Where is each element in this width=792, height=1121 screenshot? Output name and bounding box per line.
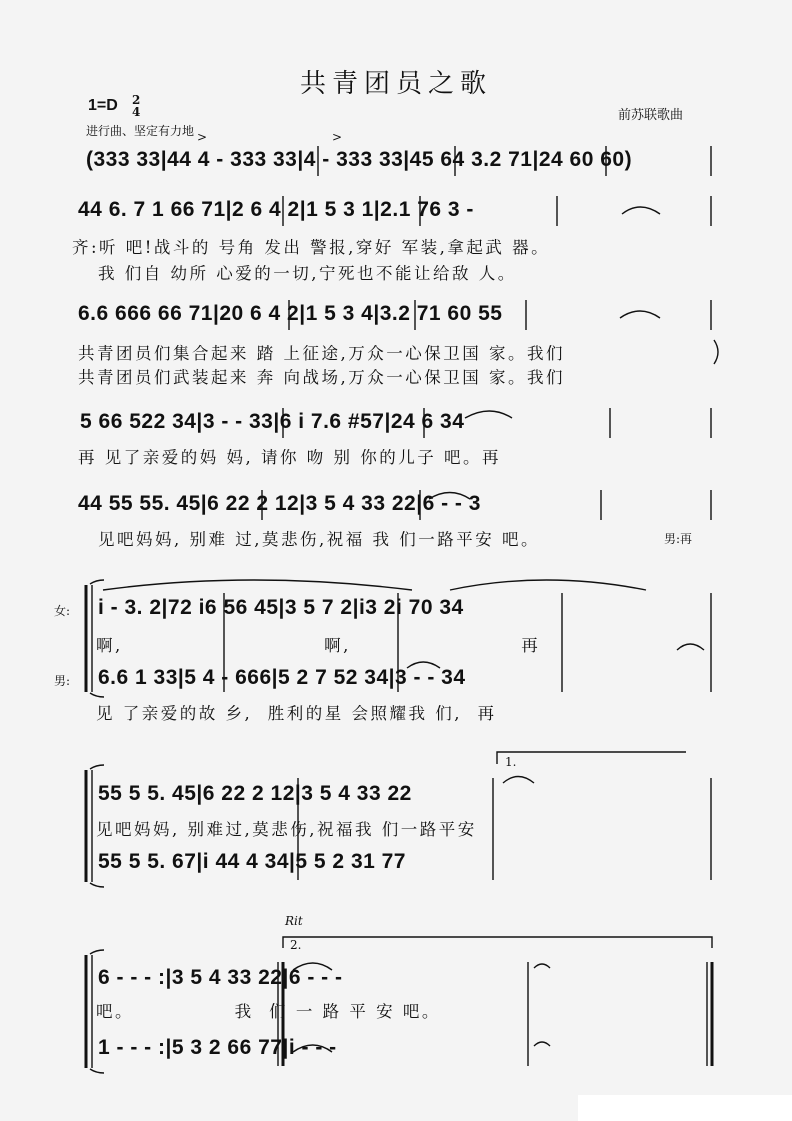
female-notation: 55 5 5. 45|6 22 2 12|3 5 4 33 22 [98, 782, 412, 805]
lyric-line: 见吧妈妈, 别难过,莫悲伤,祝福我 们一路平安 [96, 820, 477, 839]
female-notation: i - 3. 2|72 i6 56 45|3 5 7 2|i3 2i 70 34 [98, 596, 464, 619]
female-lyric: 啊, 啊, 再 [96, 636, 541, 655]
notation-line: 5 66 522 34|3 - - 33|6 i 7.6 #57|24 6 34 [80, 410, 465, 433]
notation-line: (333 33|44 4 - 333 33|4 - 333 33|45 64 3.2 71|24 60 60) [86, 148, 633, 171]
male-notation: 55 5 5. 67|i 44 4 34|5 5 2 31 77 [98, 850, 406, 873]
first-ending-label: 1. [505, 755, 517, 769]
lyric-line: 共青团员们集合起来 踏 上征途,万众一心保卫国 家。我们 [78, 344, 565, 363]
male-notation: 1 - - - :|5 3 2 66 77|i - - - [98, 1036, 337, 1059]
female-part-label: 女: [54, 604, 71, 618]
lyric-line: 齐:听 吧!战斗的 号角 发出 警报,穿好 军装,拿起武 器。 [72, 238, 551, 257]
scan-margin [578, 1095, 792, 1121]
male-lyric: 见 了亲爱的故 乡, 胜利的星 会照耀我 们, 再 [96, 704, 497, 723]
male-notation: 6.6 1 33|5 4 - 666|5 2 7 52 34|3 - - 34 [98, 666, 466, 689]
meter-top: 2 [132, 93, 141, 107]
lyric-line: 我 们自 幼所 心爱的一切,宁死也不能让给敌 人。 [98, 264, 517, 283]
ritardando-mark: Rit [285, 914, 303, 928]
lyric-line: 再 见了亲爱的妈 妈, 请你 吻 别 你的儿子 吧。再 [78, 448, 501, 467]
lyric-line: 见吧妈妈, 别难 过,莫悲伤,祝福 我 们一路平安 吧。 [98, 530, 540, 549]
meter-bottom: 4 [132, 105, 141, 119]
lyric-line: 吧。 我 们 一 路 平 安 吧。 [96, 1002, 441, 1021]
male-cue: 男:再 [664, 532, 693, 546]
second-ending-label: 2. [290, 938, 302, 952]
notation-line: 44 6. 7 1 66 71|2 6 4 2|1 5 3 1|2.1 76 3 - [78, 198, 474, 221]
lyric-line: 共青团员们武装起来 奔 向战场,万众一心保卫国 家。我们 [78, 368, 565, 387]
notation-line: 6.6 666 66 71|20 6 4 2|1 5 3 4|3.2 71 60 55 [78, 302, 503, 325]
accent-mark: > [197, 130, 208, 144]
composer-credit: 前苏联歌曲 [618, 108, 684, 123]
accent-mark: > [332, 130, 343, 144]
notation-line: 44 55 55. 45|6 22 2 12|3 5 4 33 22|6 - - 3 [78, 492, 481, 515]
male-part-label: 男: [54, 674, 71, 688]
song-title: 共青团员之歌 [299, 69, 492, 99]
female-notation: 6 - - - :|3 5 4 33 22|6 - - - [98, 966, 343, 989]
tempo-marking: 进行曲、坚定有力地 [86, 124, 195, 138]
key-signature: 1=D [88, 97, 118, 114]
